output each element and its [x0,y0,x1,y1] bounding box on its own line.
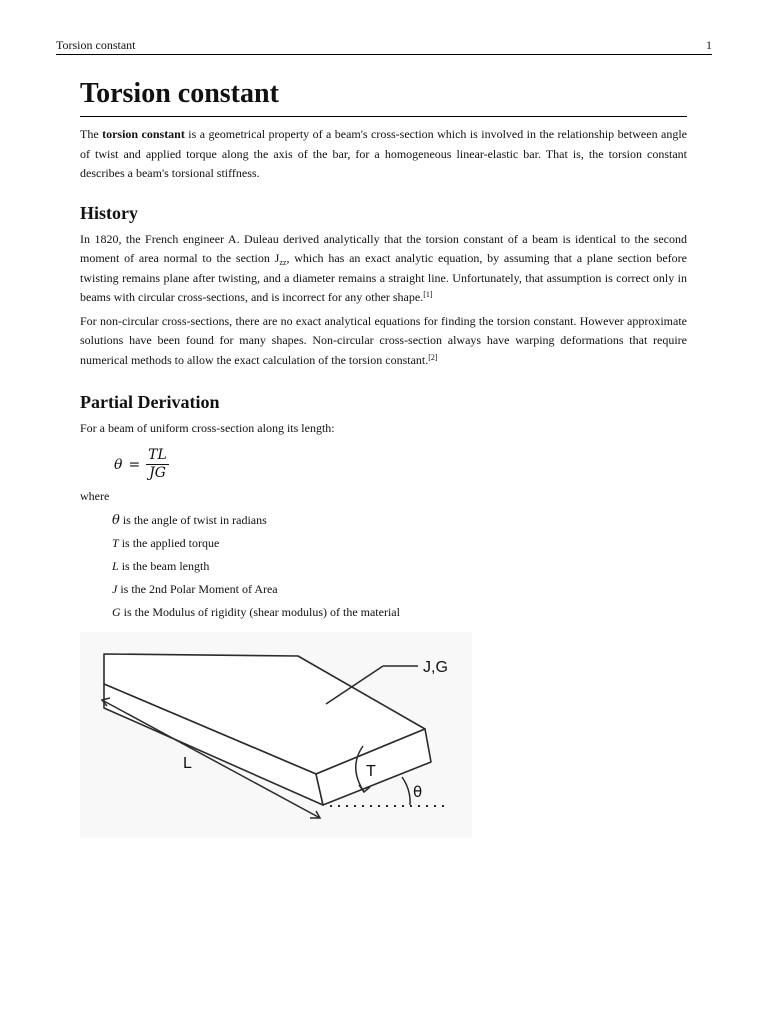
beam-diagram [80,632,472,838]
definition-text: is the Modulus of rigidity (shear modulus) of the material [120,605,400,619]
partial-intro: For a beam of uniform cross-section along its length: [80,421,335,435]
definition-text: is the beam length [118,559,210,573]
formula-numerator: TL [148,447,167,463]
history-paragraph-1 [80,230,687,308]
definition-symbol: θ [112,513,120,528]
where-label: where [80,488,110,503]
definition-item [112,555,687,578]
section-heading-history: History [80,202,138,223]
intro-lead: The [80,127,103,141]
formula-theta: θ [114,456,123,473]
running-header-title: Torsion constant [56,38,136,52]
label-theta: θ [413,783,423,801]
definition-symbol: G [112,605,121,619]
history-p2-text: For non-circular cross-sections, there are no exact analytical equations for finding the torsion constant. However approximate solutions have been found for many shapes. Non-circular cross-section always have warping deformations that require numerical methods to allow the exact calculation of the torsion constant. [80,313,687,367]
formula-fraction [146,447,169,482]
definition-item [112,601,687,624]
label-torque: T [366,763,376,780]
definition-item [112,578,687,601]
intro-term: torsion constant [102,127,185,141]
history-p1-text-a: In 1820, the French engineer A. Duleau derived analytically that the torsion constant of a beam is identical to the second moment of area normal to the section J [80,231,687,265]
definition-text: is the angle of twist in radians [119,513,267,527]
definition-symbol: J [112,582,118,596]
citation-1[interactable]: [1] [423,290,433,299]
history-paragraph-2 [80,312,687,371]
page-number: 1 [706,38,712,52]
history-p1-text-b: , which has an exact analytic equation, by assuming that a plane section before twisting remains plane after twisting, and a diameter remains a straight line. Unfortunately, that assumption is correct only in beams with circular cross-sections, and is incorrect for any other shape. [80,251,687,304]
citation-2[interactable]: [2] [428,352,438,362]
section-heading-partial-derivation: Partial Derivation [80,392,220,412]
label-jg: J,G [423,659,448,676]
running-header [56,38,712,55]
definition-item [112,509,687,532]
definition-text: is the applied torque [118,536,220,550]
article-body [80,76,687,838]
variable-definitions [112,509,687,624]
page-title: Torsion constant [80,76,687,117]
definition-symbol: L [112,559,119,573]
torsion-formula [114,445,687,485]
definition-symbol: T [112,536,119,550]
definition-item [112,532,687,555]
intro-paragraph [80,125,687,184]
formula-equals: = [128,456,141,473]
jzz-subscript: zz [279,258,287,267]
definition-text: is the 2nd Polar Moment of Area [117,582,278,596]
beam-torsion-figure [80,632,472,838]
formula-denominator: JG [149,465,166,481]
intro-rest: is a geometrical property of a beam's cross-section which is involved in the relationship between angle of twist and applied torque along the axis of the bar, for a homogeneous linear-elastic bar. That is, the torsion constant describes a beam's torsional stiffness. [80,127,687,180]
label-length: L [183,755,192,772]
